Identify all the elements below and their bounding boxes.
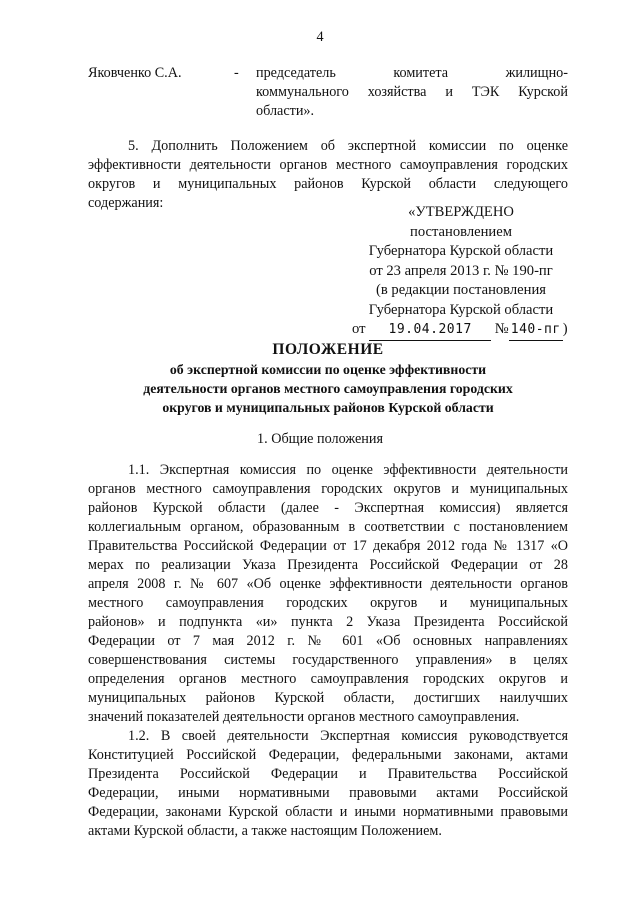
text-line: районов» и подпункта «и» пункта 2 Указа Президента Российской — [88, 614, 568, 630]
text-line: содержания: — [88, 195, 164, 211]
text-line: мерах по реализации Указа Президента Российской Федерации от 28 — [88, 557, 568, 573]
text-line: значений показателей деятельности органов местного самоуправления. — [88, 709, 520, 725]
title-main: ПОЛОЖЕНИЕ — [272, 341, 384, 358]
number-field: 140-пг — [509, 320, 563, 341]
text-line: Федерации от 7 мая 2012 г. № 601 «Об основных направлениях — [88, 633, 568, 649]
member-role-line: коммунального хозяйства и ТЭК Курской — [256, 84, 568, 100]
text-line: местного самоуправления городских округов и муниципальных — [88, 595, 568, 611]
number-sign: № — [494, 321, 509, 337]
title-sub-line: округов и муниципальных районов Курской области — [162, 400, 494, 415]
paragraph-1-2 — [88, 727, 568, 841]
approval-line: постановлением — [410, 223, 512, 240]
member-role-line: председатель комитета жилищно- — [256, 65, 568, 81]
text-line: муниципальных районов Курской области, достигших наилучших — [88, 690, 568, 706]
intro-paragraph — [88, 137, 568, 213]
text-line: 5. Дополнить Положением об экспертной комиссии по оценке — [128, 138, 568, 154]
text-line: апреля 2008 г. № 607 «Об оценке эффективности деятельности органов — [88, 576, 568, 592]
title-sub-line: об экспертной комиссии по оценке эффективности — [169, 362, 487, 377]
text-line: коллегиальным органом, образованным в соответствии с постановлением — [88, 519, 568, 535]
member-name: Яковченко С.А. — [88, 65, 182, 81]
text-line: Правительства Российской Федерации от 17 декабря 2012 года № 1317 «О — [88, 538, 568, 554]
member-role-line: области». — [256, 103, 315, 119]
text-line: 1.2. В своей деятельности Экспертная комиссия руководствуется — [128, 728, 568, 744]
text-line: актами Курской области, а также настоящим Положением. — [88, 823, 442, 839]
approval-line: Губернатора Курской области — [368, 301, 554, 318]
text-line: районов Курской области (далее - Экспертная комиссия) является — [88, 500, 568, 516]
text-line: 1.1. Экспертная комиссия по оценке эффективности деятельности — [128, 462, 568, 478]
member-dash: - — [234, 65, 239, 81]
date-field: 19.04.2017 — [369, 320, 491, 341]
text-line: округов и муниципальных районов Курской области следующего — [88, 176, 568, 192]
page-number: 4 — [316, 29, 324, 45]
text-line: Конституцией Российской Федерации, федеральными законами, актами — [88, 747, 568, 763]
text-line: определения органов местного самоуправления городских округов и — [88, 671, 568, 687]
closing-paren: ) — [562, 321, 568, 337]
member-role — [256, 64, 568, 121]
approval-date-line — [352, 320, 566, 341]
text-line: эффективности деятельности органов местного самоуправления городских — [88, 157, 568, 173]
text-line: Федерации, законами Курской области и иными нормативными правовыми — [88, 804, 568, 820]
approval-line: Губернатора Курской области — [368, 243, 554, 259]
approval-stamp — [352, 203, 568, 341]
approval-line: «УТВЕРЖДЕНО — [408, 204, 514, 220]
title-sub-line: деятельности органов местного самоуправления городских — [143, 381, 513, 396]
paragraph-1-1 — [88, 461, 568, 727]
document-title — [88, 340, 568, 417]
approval-line: (в редакции постановления — [376, 282, 546, 298]
text-line: совершенствования системы государственного управления» в целях — [88, 652, 568, 668]
approval-line: от 23 апреля 2013 г. № 190-пг — [369, 262, 553, 279]
section-heading: 1. Общие положения — [257, 431, 383, 447]
text-line: Президента Российской Федерации и Правительства Российской — [88, 766, 568, 782]
date-prefix: от — [352, 321, 366, 337]
text-line: Федерации, иными нормативными правовыми актами Российской — [88, 785, 568, 801]
text-line: органов местного самоуправления городских округов и муниципальных — [88, 481, 568, 497]
